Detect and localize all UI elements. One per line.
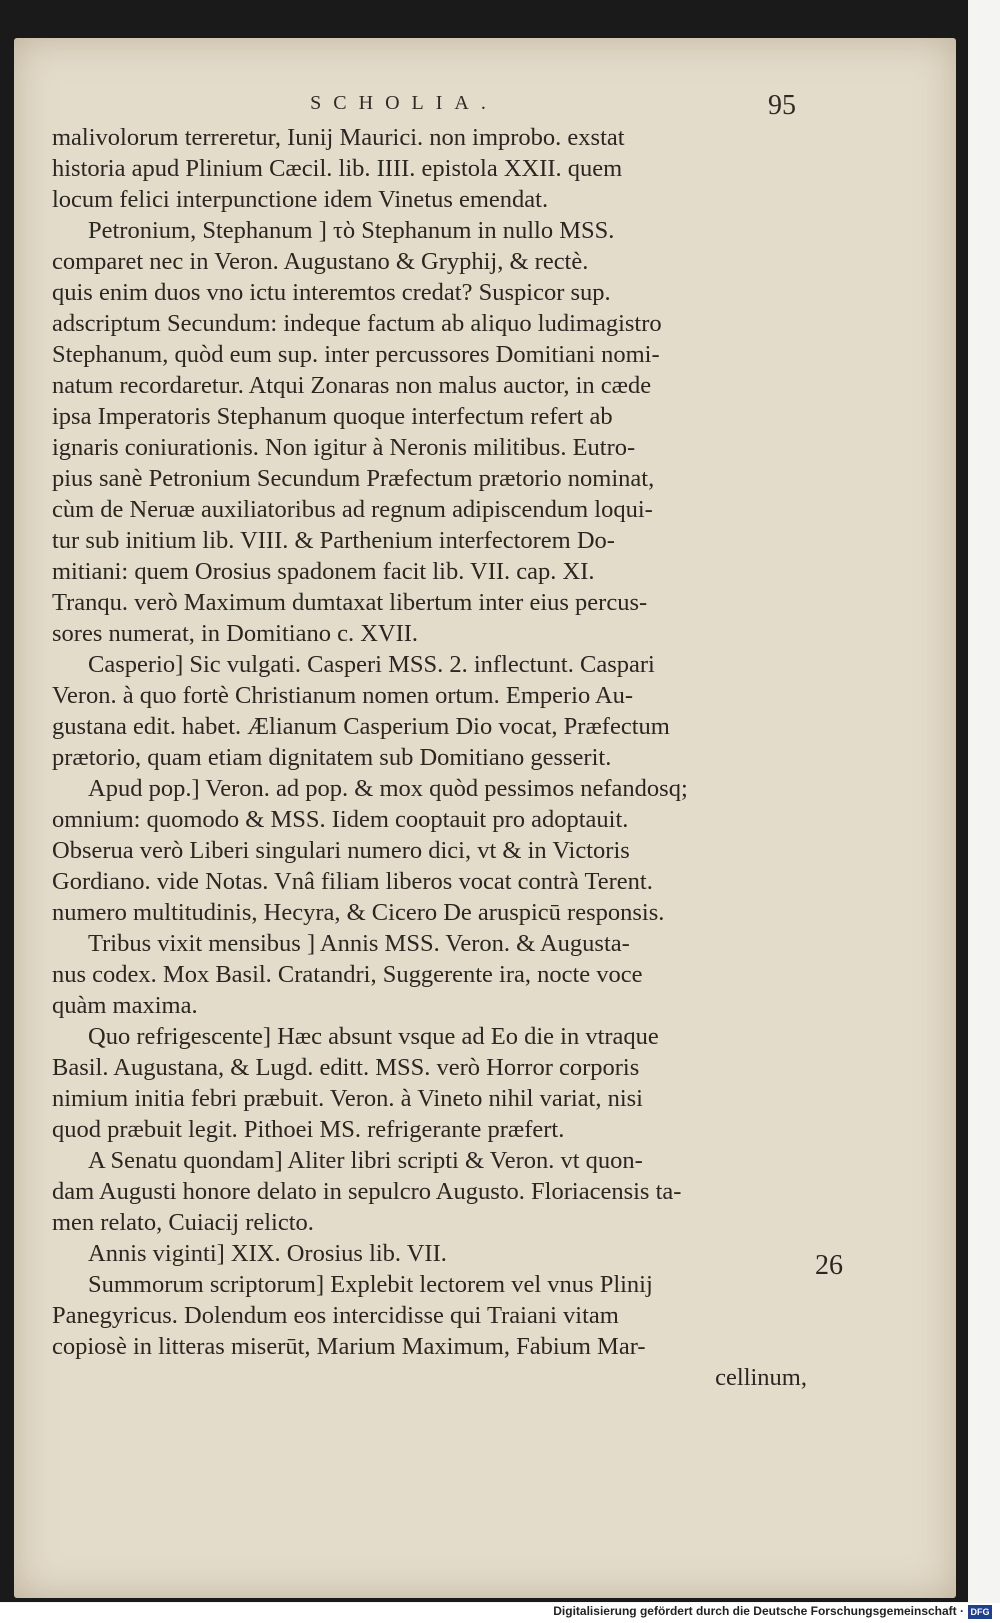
- text-line: Petronium, Stephanum ] τὸ Stephanum in nullo MSS.: [88, 217, 615, 244]
- text-line: natum recordaretur. Atqui Zonaras non malus auctor, in cæde: [52, 372, 652, 399]
- text-line: Gordiano. vide Notas. Vnâ filiam liberos vocat contrà Terent.: [52, 868, 653, 895]
- text-line: quod præbuit legit. Pithoei MS. refrigerante præfert.: [52, 1116, 565, 1143]
- text-line: mitiani: quem Orosius spadonem facit lib. VII. cap. XI.: [52, 558, 595, 585]
- text-line: malivolorum terreretur, Iunij Maurici. non improbo. exstat: [52, 124, 625, 151]
- text-line: Veron. à quo fortè Christianum nomen ortum. Emperio Au-: [52, 682, 634, 709]
- text-line: ignaris coniurationis. Non igitur à Neronis militibus. Eutro-: [52, 434, 636, 461]
- text-line: A Senatu quondam] Aliter libri scripti & Veron. vt quon-: [88, 1147, 643, 1174]
- text-line: Summorum scriptorum] Explebit lectorem vel vnus Plinij: [88, 1271, 653, 1298]
- page-header: [14, 92, 956, 122]
- text-line: cellinum,: [715, 1364, 807, 1391]
- text-line: numero multitudinis, Hecyra, & Cicero De aruspicū responsis.: [52, 899, 665, 926]
- text-line: omnium: quomodo & MSS. Iidem cooptauit pro adoptauit.: [52, 806, 629, 833]
- text-line: comparet nec in Veron. Augustano & Gryphij, & rectè.: [52, 248, 589, 275]
- text-line: prætorio, quam etiam dignitatem sub Domitiano gesserit.: [52, 744, 612, 771]
- page-number: 95: [768, 90, 796, 121]
- text-line: Annis viginti] XIX. Orosius lib. VII.: [88, 1240, 447, 1267]
- text-line: pius sanè Petronium Secundum Præfectum prætorio nominat,: [52, 465, 655, 492]
- text-line: locum felici interpunctione idem Vinetus emendat.: [52, 186, 549, 213]
- text-line: dam Augusti honore delato in sepulcro Augusto. Floriacensis ta-: [52, 1178, 682, 1205]
- text-line: tur sub initium lib. VIII. & Parthenium interfectorem Do-: [52, 527, 615, 554]
- text-line: historia apud Plinium Cæcil. lib. IIII. epistola XXII. quem: [52, 155, 623, 182]
- text-line: ipsa Imperatoris Stephanum quoque interfectum refert ab: [52, 403, 613, 430]
- footer: [0, 1603, 1000, 1623]
- text-line: copiosè in litteras miserūt, Marium Maximum, Fabium Mar-: [52, 1333, 646, 1360]
- text-line: Casperio] Sic vulgati. Casperi MSS. 2. inflectunt. Caspari: [88, 651, 655, 678]
- text-line: nus codex. Mox Basil. Cratandri, Suggerente ira, nocte voce: [52, 961, 643, 988]
- text-line: sores numerat, in Domitiano c. XVII.: [52, 620, 419, 647]
- text-line: Stephanum, quòd eum sup. inter percussores Domitiani nomi-: [52, 341, 660, 368]
- text-line: Tribus vixit mensibus ] Annis MSS. Veron. & Augusta-: [88, 930, 630, 957]
- text-line: quàm maxima.: [52, 992, 198, 1019]
- text-line: Quo refrigescente] Hæc absunt vsque ad Eo die in vtraque: [88, 1023, 659, 1050]
- body-text: [52, 122, 807, 1393]
- text-line: nimium initia febri præbuit. Veron. à Vineto nihil variat, nisi: [52, 1085, 643, 1112]
- text-line: quis enim duos vno ictu interemtos credat? Suspicor sup.: [52, 279, 611, 306]
- text-line: Panegyricus. Dolendum eos intercidisse qui Traiani vitam: [52, 1302, 619, 1329]
- text-line: men relato, Cuiacij relicto.: [52, 1209, 314, 1236]
- margin-note: 26: [815, 1250, 843, 1281]
- running-title: SCHOLIA.: [310, 92, 498, 114]
- footer-credit: Digitalisierung gefördert durch die Deutsche Forschungsgemeinschaft ·: [553, 1604, 964, 1618]
- dfg-logo: DFG: [968, 1605, 992, 1619]
- text-line: Obserua verò Liberi singulari numero dici, vt & in Victoris: [52, 837, 630, 864]
- text-line: Tranqu. verò Maximum dumtaxat libertum inter eius percus-: [52, 589, 648, 616]
- text-line: gustana edit. habet. Ælianum Casperium Dio vocat, Præfectum: [52, 713, 670, 740]
- text-line: cùm de Neruæ auxiliatoribus ad regnum adipiscendum loqui-: [52, 496, 653, 523]
- text-line: Basil. Augustana, & Lugd. editt. MSS. verò Horror corporis: [52, 1054, 640, 1081]
- text-line: adscriptum Secundum: indeque factum ab aliquo ludimagistro: [52, 310, 662, 337]
- text-line: Apud pop.] Veron. ad pop. & mox quòd pessimos nefandosq;: [88, 775, 688, 802]
